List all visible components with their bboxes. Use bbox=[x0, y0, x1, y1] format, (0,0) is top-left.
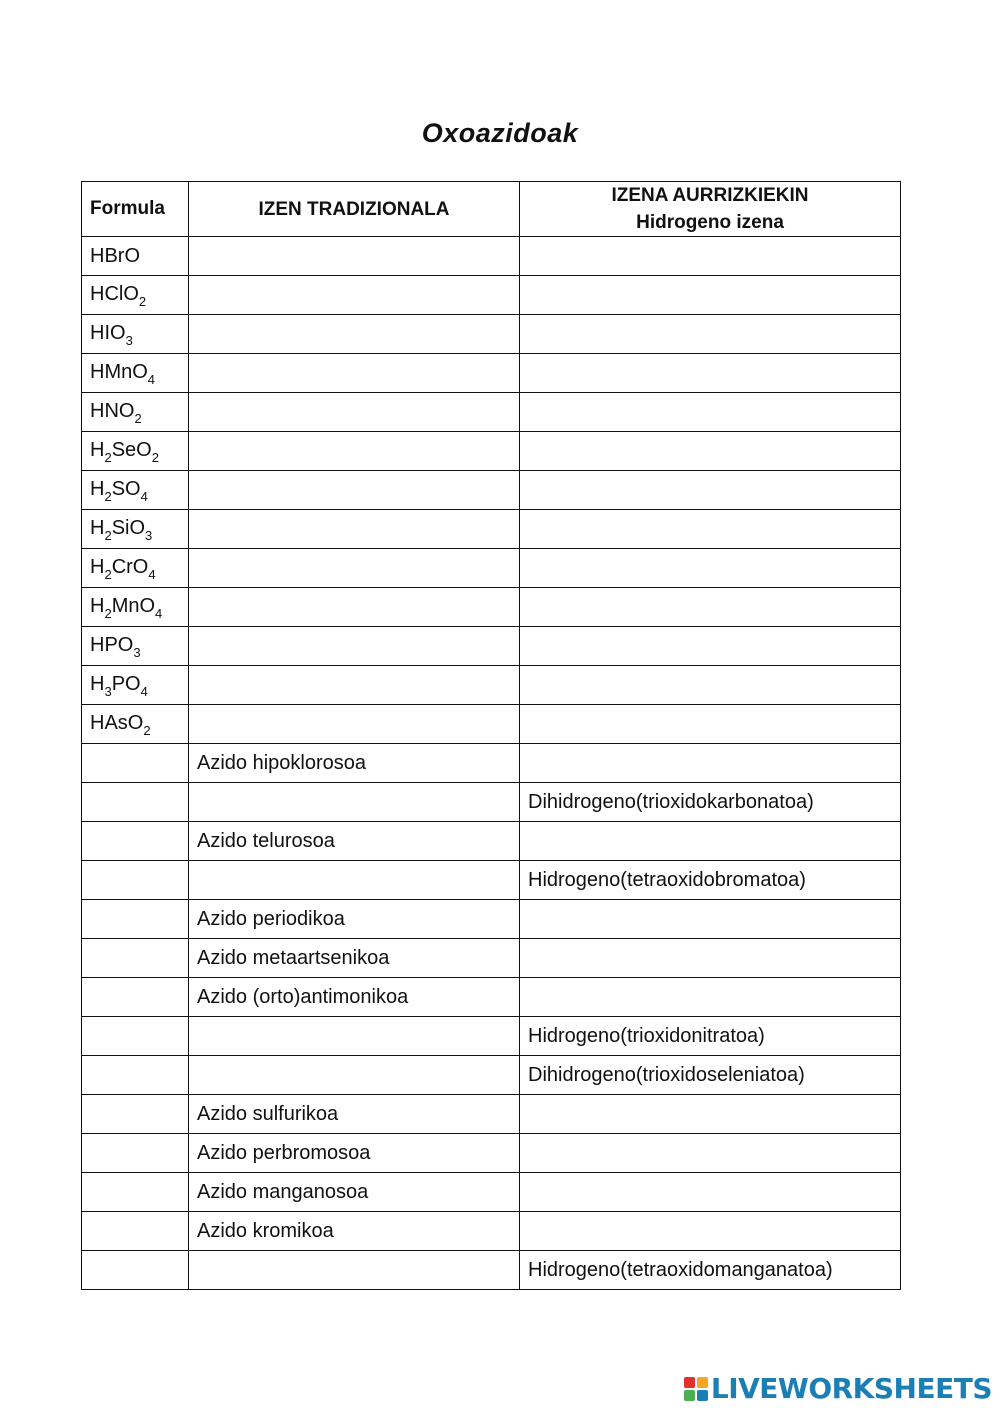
formula-cell[interactable] bbox=[82, 1056, 189, 1095]
prefix-name-cell: Hidrogeno(trioxidonitratoa) bbox=[520, 1017, 901, 1056]
table-row bbox=[82, 1173, 901, 1212]
prefix-name-cell[interactable] bbox=[520, 588, 901, 627]
prefix-name-cell[interactable] bbox=[520, 1173, 901, 1212]
formula-cell bbox=[82, 666, 189, 705]
traditional-name-cell[interactable] bbox=[189, 549, 520, 588]
formula-cell bbox=[82, 432, 189, 471]
prefix-name-cell[interactable] bbox=[520, 315, 901, 354]
formula-subscript: 4 bbox=[147, 371, 156, 387]
table-row bbox=[82, 1017, 901, 1056]
formula-subscript: 2 bbox=[104, 488, 112, 504]
prefix-name-cell[interactable] bbox=[520, 510, 901, 549]
formula-subscript: 3 bbox=[104, 683, 112, 699]
table-row bbox=[82, 900, 901, 939]
formula-subscript: 3 bbox=[145, 527, 153, 543]
formula-cell bbox=[82, 549, 189, 588]
formula-symbol: H bbox=[90, 594, 105, 617]
formula-symbol: HClO bbox=[90, 282, 139, 305]
traditional-name-cell: Azido hipoklorosoa bbox=[189, 744, 520, 783]
formula-subscript: 2 bbox=[134, 410, 142, 426]
formula-symbol: HIO bbox=[90, 321, 126, 344]
worksheet-table bbox=[81, 181, 901, 1290]
formula-cell[interactable] bbox=[82, 978, 189, 1017]
formula-cell[interactable] bbox=[82, 1251, 189, 1290]
table-row bbox=[82, 1134, 901, 1173]
header-formula: Formula bbox=[82, 182, 189, 237]
formula-symbol: HNO bbox=[90, 399, 135, 422]
formula-cell bbox=[82, 354, 189, 393]
page-title: Oxoazidoak bbox=[421, 118, 579, 148]
formula-cell bbox=[82, 705, 189, 744]
prefix-name-cell[interactable] bbox=[520, 276, 901, 315]
prefix-name-cell[interactable] bbox=[520, 822, 901, 861]
table-row bbox=[82, 1212, 901, 1251]
formula-subscript: 4 bbox=[148, 566, 156, 582]
formula-symbol: SeO bbox=[111, 438, 152, 461]
prefix-name-cell[interactable] bbox=[520, 471, 901, 510]
formula-symbol: HMnO bbox=[90, 360, 148, 383]
table-row bbox=[82, 1056, 901, 1095]
table-row bbox=[82, 939, 901, 978]
table-row bbox=[82, 471, 901, 510]
table-row bbox=[82, 1095, 901, 1134]
prefix-name-cell: Dihidrogeno(trioxidoseleniatoa) bbox=[520, 1056, 901, 1095]
formula-subscript: 2 bbox=[138, 293, 147, 309]
prefix-name-cell[interactable] bbox=[520, 744, 901, 783]
table-row bbox=[82, 1251, 901, 1290]
formula-cell[interactable] bbox=[82, 1212, 189, 1251]
formula-cell[interactable] bbox=[82, 1173, 189, 1212]
formula-subscript: 2 bbox=[143, 722, 151, 738]
formula-symbol: H bbox=[90, 438, 105, 461]
table-row bbox=[82, 510, 901, 549]
formula-cell[interactable] bbox=[82, 822, 189, 861]
table-row bbox=[82, 549, 901, 588]
traditional-name-cell: Azido manganosoa bbox=[189, 1173, 520, 1212]
formula-subscript: 2 bbox=[104, 449, 112, 465]
table-row bbox=[82, 276, 901, 315]
liveworksheets-logo-icon bbox=[684, 1377, 708, 1401]
traditional-name-cell[interactable] bbox=[189, 666, 520, 705]
prefix-name-cell[interactable] bbox=[520, 627, 901, 666]
prefix-name-cell[interactable] bbox=[520, 237, 901, 276]
traditional-name-cell[interactable] bbox=[189, 393, 520, 432]
traditional-name-cell: Azido perbromosoa bbox=[189, 1134, 520, 1173]
formula-cell bbox=[82, 510, 189, 549]
formula-cell[interactable] bbox=[82, 900, 189, 939]
formula-cell bbox=[82, 315, 189, 354]
formula-symbol: MnO bbox=[111, 594, 156, 617]
traditional-name-cell[interactable] bbox=[189, 861, 520, 900]
formula-subscript: 4 bbox=[140, 683, 148, 699]
traditional-name-cell[interactable] bbox=[189, 354, 520, 393]
traditional-name-cell[interactable] bbox=[189, 627, 520, 666]
formula-cell bbox=[82, 588, 189, 627]
formula-subscript: 2 bbox=[104, 527, 112, 543]
prefix-name-cell[interactable] bbox=[520, 432, 901, 471]
prefix-name-cell: Hidrogeno(tetraoxidobromatoa) bbox=[520, 861, 901, 900]
traditional-name-cell[interactable] bbox=[189, 510, 520, 549]
prefix-name-cell[interactable] bbox=[520, 393, 901, 432]
traditional-name-cell[interactable] bbox=[189, 1056, 520, 1095]
traditional-name-cell[interactable] bbox=[189, 276, 520, 315]
traditional-name-cell[interactable] bbox=[189, 705, 520, 744]
formula-cell bbox=[82, 237, 189, 276]
formula-symbol: SO bbox=[111, 477, 141, 500]
prefix-name-cell[interactable] bbox=[520, 1095, 901, 1134]
logo-square-green bbox=[684, 1390, 695, 1401]
formula-symbol: H bbox=[90, 672, 105, 695]
traditional-name-cell[interactable] bbox=[189, 315, 520, 354]
prefix-name-cell[interactable] bbox=[520, 939, 901, 978]
formula-cell[interactable] bbox=[82, 861, 189, 900]
prefix-name-cell[interactable] bbox=[520, 978, 901, 1017]
header-prefix-name-line2: Hidrogeno izena bbox=[636, 212, 784, 233]
logo-square-red bbox=[684, 1377, 695, 1388]
traditional-name-cell: Azido sulfurikoa bbox=[189, 1095, 520, 1134]
table-row bbox=[82, 237, 901, 276]
table-header-row bbox=[82, 182, 901, 237]
liveworksheets-logo bbox=[684, 1372, 992, 1405]
traditional-name-cell: Azido metaartsenikoa bbox=[189, 939, 520, 978]
table-row bbox=[82, 705, 901, 744]
table-row bbox=[82, 666, 901, 705]
prefix-name-cell[interactable] bbox=[520, 666, 901, 705]
formula-cell bbox=[82, 393, 189, 432]
formula-cell[interactable] bbox=[82, 939, 189, 978]
formula-cell[interactable] bbox=[82, 744, 189, 783]
prefix-name-cell[interactable] bbox=[520, 900, 901, 939]
formula-symbol: H bbox=[90, 516, 105, 539]
formula-subscript: 4 bbox=[140, 488, 148, 504]
traditional-name-cell[interactable] bbox=[189, 471, 520, 510]
prefix-name-cell[interactable] bbox=[520, 354, 901, 393]
formula-cell bbox=[82, 471, 189, 510]
formula-symbol: HAsO bbox=[90, 711, 144, 734]
table-row bbox=[82, 783, 901, 822]
header-prefix-name bbox=[520, 182, 901, 237]
logo-square-blue bbox=[697, 1390, 708, 1401]
formula-cell[interactable] bbox=[82, 1134, 189, 1173]
formula-symbol: SiO bbox=[111, 516, 146, 539]
formula-subscript: 2 bbox=[151, 449, 159, 465]
formula-subscript: 3 bbox=[133, 644, 141, 660]
prefix-name-cell[interactable] bbox=[520, 1134, 901, 1173]
table-row bbox=[82, 588, 901, 627]
prefix-name-cell: Hidrogeno(tetraoxidomanganatoa) bbox=[520, 1251, 901, 1290]
table-row bbox=[82, 315, 901, 354]
traditional-name-cell[interactable] bbox=[189, 237, 520, 276]
table-row bbox=[82, 354, 901, 393]
formula-cell[interactable] bbox=[82, 783, 189, 822]
header-prefix-name-line1: IZENA AURRIZKIEKIN bbox=[611, 185, 809, 206]
formula-symbol: CrO bbox=[111, 555, 149, 578]
formula-subscript: 2 bbox=[104, 605, 112, 621]
traditional-name-cell: Azido (orto)antimonikoa bbox=[189, 978, 520, 1017]
logo-text: LIVEWORKSHEETS bbox=[710, 1372, 992, 1405]
traditional-name-cell[interactable] bbox=[189, 783, 520, 822]
traditional-name-cell: Azido kromikoa bbox=[189, 1212, 520, 1251]
formula-symbol: H bbox=[90, 555, 105, 578]
traditional-name-cell: Azido telurosoa bbox=[189, 822, 520, 861]
header-traditional-name: IZEN TRADIZIONALA bbox=[189, 182, 520, 237]
table-row bbox=[82, 432, 901, 471]
prefix-name-cell[interactable] bbox=[520, 705, 901, 744]
prefix-name-cell[interactable] bbox=[520, 549, 901, 588]
traditional-name-cell[interactable] bbox=[189, 1017, 520, 1056]
formula-subscript: 2 bbox=[104, 566, 112, 582]
formula-symbol: PO bbox=[111, 672, 141, 695]
formula-subscript: 3 bbox=[125, 332, 133, 348]
table-row bbox=[82, 822, 901, 861]
table-row bbox=[82, 393, 901, 432]
formula-subscript: 4 bbox=[155, 605, 163, 621]
formula-cell[interactable] bbox=[82, 1017, 189, 1056]
formula-symbol: HBrO bbox=[90, 244, 140, 267]
traditional-name-cell: Azido periodikoa bbox=[189, 900, 520, 939]
logo-square-orange bbox=[697, 1377, 708, 1388]
formula-cell[interactable] bbox=[82, 1095, 189, 1134]
table-row bbox=[82, 978, 901, 1017]
table-row bbox=[82, 627, 901, 666]
prefix-name-cell: Dihidrogeno(trioxidokarbonatoa) bbox=[520, 783, 901, 822]
formula-symbol: HPO bbox=[90, 633, 134, 656]
formula-symbol: H bbox=[90, 477, 105, 500]
table-row bbox=[82, 744, 901, 783]
table-row bbox=[82, 861, 901, 900]
table-body bbox=[82, 237, 901, 1290]
traditional-name-cell[interactable] bbox=[189, 588, 520, 627]
formula-cell bbox=[82, 276, 189, 315]
traditional-name-cell[interactable] bbox=[189, 1251, 520, 1290]
traditional-name-cell[interactable] bbox=[189, 432, 520, 471]
prefix-name-cell[interactable] bbox=[520, 1212, 901, 1251]
formula-cell bbox=[82, 627, 189, 666]
